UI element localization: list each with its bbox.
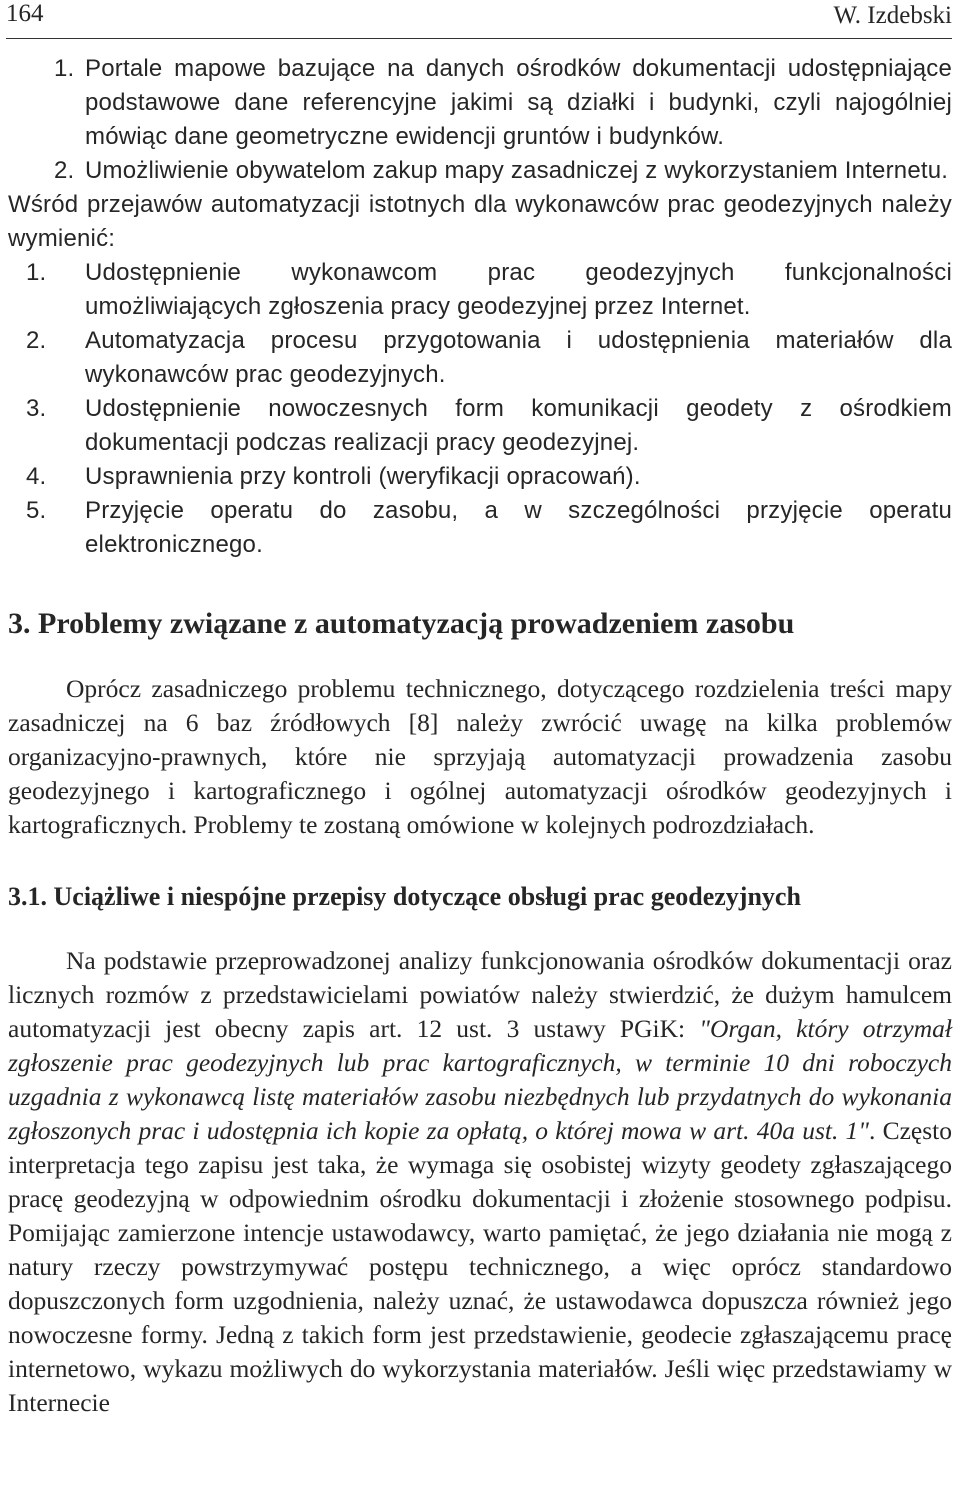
list-text: Umożliwienie obywatelom zakup mapy zasadniczej z wykorzystaniem Internetu. bbox=[85, 157, 949, 184]
list-text: Udostępnienie wykonawcom prac geodezyjnych funkcjonalności umożliwiających zgłoszenia pracy geodezyjnej przez Internet. bbox=[85, 259, 952, 320]
section-heading: 3. Problemy związane z automatyzacją prowadzeniem zasobu bbox=[8, 607, 795, 640]
list-number: 1. bbox=[26, 259, 47, 286]
list-number: 5. bbox=[26, 497, 47, 524]
list-item bbox=[8, 460, 952, 494]
list-item bbox=[8, 494, 952, 562]
list-number: 2. bbox=[26, 327, 47, 354]
list-item bbox=[8, 154, 952, 188]
list-text: Przyjęcie operatu do zasobu, a w szczególności przyjęcie operatu elektronicznego. bbox=[85, 497, 952, 558]
page-header bbox=[6, 0, 952, 39]
list-item bbox=[8, 324, 952, 392]
intro-paragraph: Wśród przejawów automatyzacji istotnych dla wykonawców prac geodezyjnych należy wymienić: bbox=[8, 191, 952, 252]
list-number: 1. bbox=[54, 55, 75, 82]
list-text: Udostępnienie nowoczesnych form komunikacji geodety z ośrodkiem dokumentacji podczas realizacji pracy geodezyjnej. bbox=[85, 395, 952, 456]
list-text: Automatyzacja procesu przygotowania i udostępnienia materiałów dla wykonawców prac geodezyjnych. bbox=[85, 327, 952, 388]
list-item bbox=[8, 256, 952, 324]
list-number: 4. bbox=[26, 463, 47, 490]
list-text: Portale mapowe bazujące na danych ośrodków dokumentacji udostępniające podstawowe dane referencyjne jakimi są działki i budynki, czyli najogólniej mówiąc dane geometryczne ewidencji gruntów i budynków. bbox=[85, 55, 952, 150]
list-automation bbox=[8, 256, 952, 562]
paragraph-text: Na podstawie przeprowadzonej analizy funkcjonowania ośrodków dokumentacji oraz licznych rozmów z przedstawicielami powiatów należy stwierdzić, że dużym hamulcem automatyzacji jest obecny zapis art. 12 ust. 3 ustawy PGiK: bbox=[8, 946, 952, 1043]
list-number: 3. bbox=[26, 395, 47, 422]
list-text: Usprawnienia przy kontroli (weryfikacji opracowań). bbox=[85, 463, 641, 490]
list-item bbox=[8, 52, 952, 154]
page-number: 164 bbox=[6, 0, 44, 27]
list-portals bbox=[8, 52, 952, 188]
subsection-paragraph bbox=[8, 944, 952, 1420]
running-author: W. Izdebski bbox=[833, 2, 952, 29]
law-quote: "Organ, który otrzymał zgłoszenie prac geodezyjnych lub prac kartograficznych, w terminie 10 dni roboczych uzgadnia z wykonawcą listę materiałów zasobu niezbędnych lub przydatnych do wykonania zgłoszonych prac i udostępnia ich kopie za opłatą, o której mowa w art. 40a ust. 1" bbox=[8, 1014, 952, 1145]
page-body bbox=[8, 52, 952, 1420]
subsection-heading: 3.1. Uciążliwe i niespójne przepisy dotyczące obsługi prac geodezyjnych bbox=[8, 882, 801, 911]
paragraph-text-cont: . Często interpretacja tego zapisu jest taka, że wymaga się osobistej wizyty geodety zgłaszającego pracę geodezyjną w odpowiednim ośrodku dokumentacji i złożenie stosownego podpisu. Pomijając zamierzone intencje ustawodawcy, warto pamiętać, że jego działania nie mogą z natury rzeczy powstrzymywać postępu technicznego, a więc oprócz standardowo dopuszczonych form uzgodnienia, należy uznać, że ustawodawca dopuszcza również jego nowoczesne formy. Jedną z takich form jest przedstawienie, geodecie zgłaszającemu pracę internetowo, wykazu możliwych do wykorzystania materiałów. Jeśli więc przedstawiamy w Internecie bbox=[8, 1116, 952, 1417]
list-item bbox=[8, 392, 952, 460]
section-paragraph: Oprócz zasadniczego problemu technicznego, dotyczącego rozdzielenia treści mapy zasadniczej na 6 baz źródłowych [8] należy zwrócić uwagę na kilka problemów organizacyjno-prawnych, które nie sprzyjają automatyzacji prowadzenia zasobu geodezyjnego i kartograficznego i ogólnej automatyzacji ośrodków geodezyjnych i kartograficznych. Problemy te zostaną omówione w kolejnych podrozdziałach. bbox=[8, 674, 952, 839]
list-number: 2. bbox=[54, 157, 75, 184]
